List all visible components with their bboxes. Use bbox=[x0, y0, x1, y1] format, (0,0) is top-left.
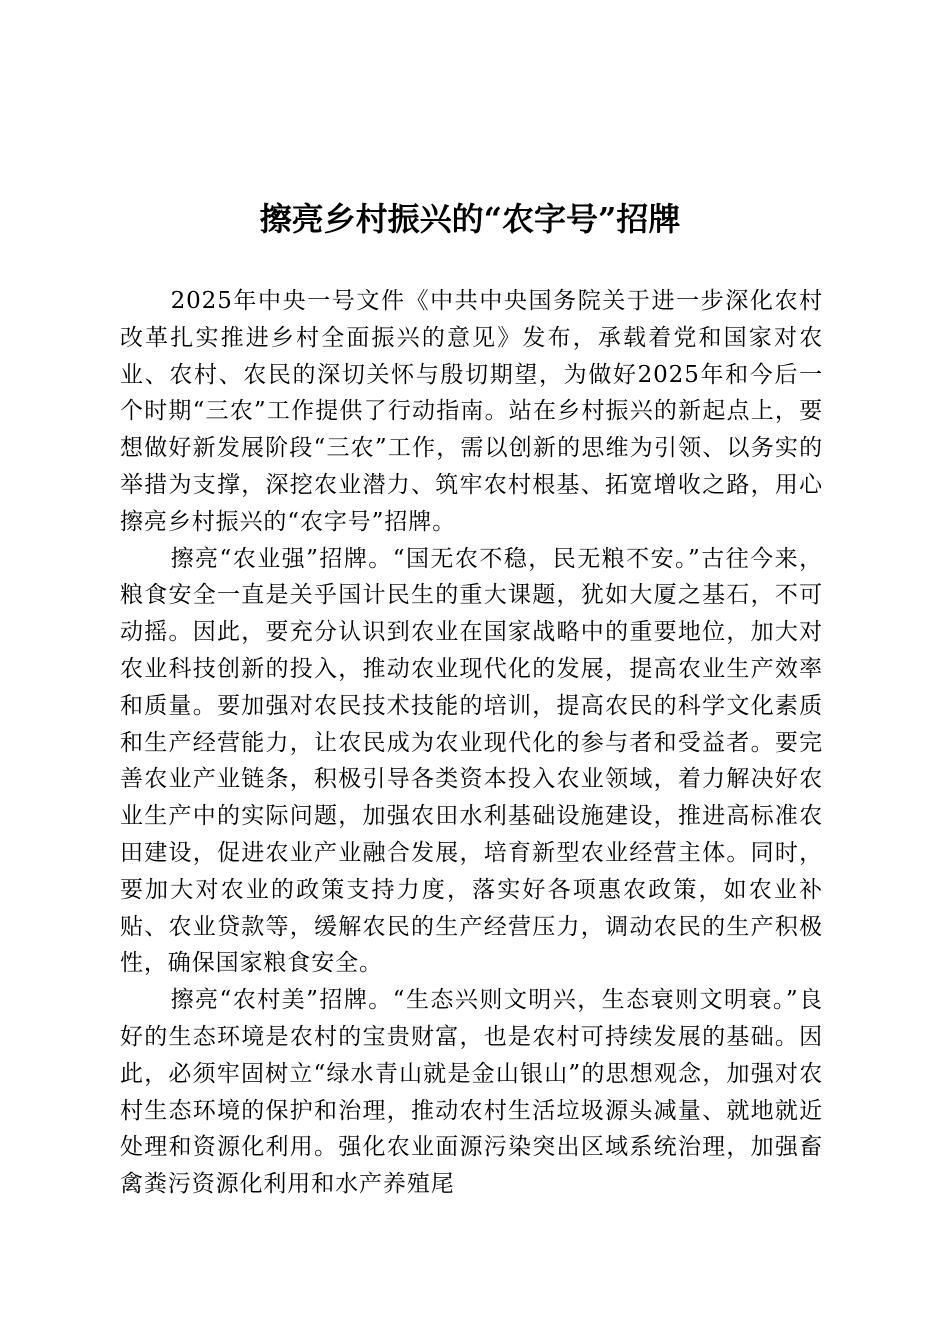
paragraph-countryside-beautiful: 擦亮“农村美”招牌。“生态兴则文明兴，生态衰则文明衰。”良好的生态环境是农村的宝贵财富，也是农村可持续发展的基础。因此，必须牢固树立“绿水青山就是金山银山”的思想观念，加强对农村生态环境的保护和治理，推动农村生活垃圾源头减量、就地就近处理和资源化利用。强化农业面源污染突出区域系统治理，加强畜禽粪污资源化利用和水产养殖尾 bbox=[120, 987, 823, 1198]
document-body bbox=[120, 283, 823, 1203]
paragraph-agriculture-strong: 擦亮“农业强”招牌。“国无农不稳，民无粮不安。”古往今来，粮食安全一直是关乎国计民生的重大课题，犹如大厦之基石，不可动摇。因此，要充分认识到农业在国家战略中的重要地位，加大对农业科技创新的投入，推动农业现代化的发展，提高农业生产效率和质量。要加强对农民技术技能的培训，提高农民的科学文化素质和生产经营能力，让农民成为农业现代化的参与者和受益者。要完善农业产业链条，积极引导各类资本投入农业领域，着力解决好农业生产中的实际问题，加强农田水利基础设施建设，推进高标准农田建设，促进农业产业融合发展，培育新型农业经营主体。同时，要加大对农业的政策支持力度，落实好各项惠农政策，如农业补贴、农业贷款等，缓解农民的生产经营压力，调动农民的生产积极性，确保国家粮食安全。 bbox=[120, 545, 823, 977]
document-title: 擦亮乡村振兴的“农字号”招牌 bbox=[259, 200, 681, 238]
paragraph-intro: 2025年中央一号文件《中共中央国务院关于进一步深化农村改革扎实推进乡村全面振兴的意见》发布，承载着党和国家对农业、农村、农民的深切关怀与殷切期望，为做好2025年和今后一个时期“三农”工作提供了行动指南。站在乡村振兴的新起点上，要想做好新发展阶段“三农”工作，需以创新的思维为引领、以务实的举措为支撑，深挖农业潜力、筑牢农村根基、拓宽增收之路，用心擦亮乡村振兴的“农字号”招牌。 bbox=[120, 288, 823, 535]
